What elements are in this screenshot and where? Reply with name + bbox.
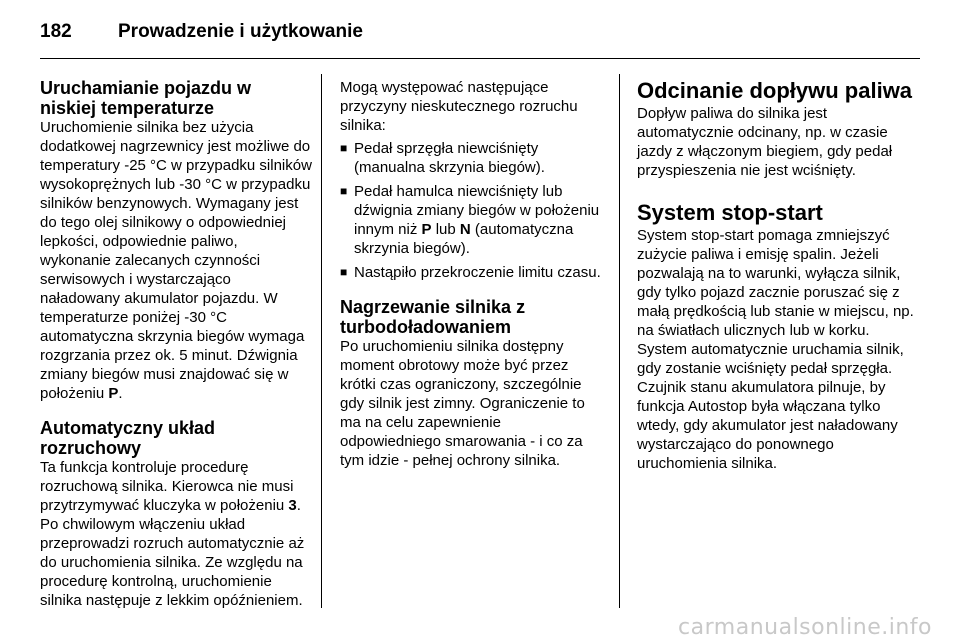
heading-stop-start: System stop-start (637, 200, 823, 225)
column-3 (637, 78, 920, 473)
list-item: ■ Pedał sprzęgła niewciśnięty (manualna skrzynia biegów). (340, 140, 545, 176)
list-item: ■ Pedał hamulca niewciśnięty lub dźwignia zmiany biegów w położeniu innym niż P lub N (automatyczna skrzynia biegów). (340, 183, 600, 257)
column-divider-1 (321, 74, 322, 608)
column-1 (40, 78, 312, 610)
heading-auto-start: Automatyczny układ rozruchowy (40, 418, 216, 458)
heading-turbo-warmup: Nagrzewanie silnika z turbodoładowaniem (340, 297, 526, 337)
paragraph-stop-start: System stop-start pomaga zmniejszyć zużycie paliwa i emisję spalin. Jeżeli pozwalają na to warunki, wyłącza silnik, gdy tylko pojazd zacznie poruszać się z małą prędkością lub stanie w miejscu, np. na światłach ulicznych lub w korku. System automatycznie uruchamia silnik, gdy zostanie wciśnięty pedał sprzęgła. Czujnik stanu akumulatora pilnuje, by funkcja Autostop była włączana tylko wtedy, gdy akumulator jest naładowany wystarczająco do ponownego uruchomienia silnika. (637, 227, 914, 472)
paragraph-start-failure-intro: Mogą występować następujące przyczyny nieskutecznego rozruchu silnika: (340, 79, 578, 134)
bullet-icon: ■ (340, 184, 348, 198)
list-item: ■ Nastąpiło przekroczenie limitu czasu. (340, 264, 601, 281)
bullet-icon: ■ (340, 265, 348, 279)
watermark: carmanualsonline.info (678, 615, 932, 640)
paragraph-auto-start: Ta funkcja kontroluje procedurę rozruchową silnika. Kierowca nie musi przytrzymywać kluczyka w położeniu 3. Po chwilowym włączeniu układ przeprowadzi rozruch automatycznie aż do uruchomienia silnika. Ze względu na procedurę kontrolną, uruchomienie silnika następuje z lekkim opóźnieniem. (40, 459, 305, 609)
paragraph-fuel-cutoff: Dopływ paliwa do silnika jest automatycznie odcinany, np. w czasie jazdy z włączonym biegiem, gdy pedał przyspieszenia nie jest wciśnięty. (637, 105, 893, 179)
start-failure-list (340, 139, 606, 282)
column-2 (340, 78, 606, 470)
paragraph-turbo-warmup: Po uruchomieniu silnika dostępny moment obrotowy może być przez krótki czas ograniczony, szczególnie gdy silnik jest zimny. Ograniczenie to ma na celu zapewnienie odpowiedniego smarowania - i co za tym idzie - pełnej ochrony silnika. (340, 338, 585, 469)
header-rule (40, 58, 920, 59)
page-header (40, 14, 920, 50)
paragraph-cold-start: Uruchomienie silnika bez użycia dodatkowej nagrzewnicy jest możliwe do temperatury -25 °C w przypadku silników wysokoprężnych lub -30 °C w przypadku silników benzynowych. Wymagany jest do tego olej silnikowy o odpowiedniej lepkości, odpowiednie paliwo, wykonanie zalecanych czynności serwisowych i wystarczająco naładowany akumulator pojazdu. W temperaturze poniżej -30 °C automatyczna skrzynia biegów wymaga rozgrzania przez ok. 5 minut. Dźwignia zmiany biegów musi znajdować się w położeniu P. (40, 119, 312, 402)
heading-fuel-cutoff: Odcinanie dopływu paliwa (637, 78, 913, 103)
heading-cold-start: Uruchamianie pojazdu w niskiej temperaturze (40, 78, 252, 118)
page-title: Prowadzenie i użytkowanie (118, 21, 363, 42)
page-number: 182 (40, 21, 72, 42)
column-divider-2 (619, 74, 620, 608)
bullet-icon: ■ (340, 141, 348, 155)
